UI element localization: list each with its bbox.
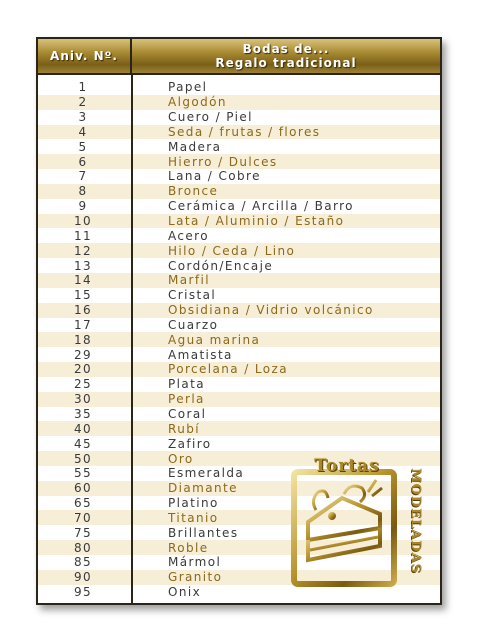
traditional-gift: Madera xyxy=(168,139,222,154)
table-row xyxy=(38,407,440,422)
traditional-gift: Granito xyxy=(168,570,223,585)
traditional-gift: Cerámica / Arcilla / Barro xyxy=(168,199,354,214)
table-row xyxy=(38,377,440,392)
traditional-gift: Platino xyxy=(168,496,219,511)
anniversary-number: 35 xyxy=(73,406,93,421)
table-row xyxy=(38,436,440,451)
table-row xyxy=(38,80,440,95)
traditional-gift: Agua marina xyxy=(168,332,261,347)
anniversary-number: 13 xyxy=(73,258,93,273)
header-gift-line2: Regalo tradicional xyxy=(215,56,357,70)
anniversary-number: 29 xyxy=(73,347,93,362)
traditional-gift: Mármol xyxy=(168,555,222,570)
table-row xyxy=(38,392,440,407)
table-row xyxy=(38,303,440,318)
cake-slice-icon xyxy=(308,480,382,560)
traditional-gift: Cuarzo xyxy=(168,317,219,332)
table-row xyxy=(38,318,440,333)
anniversary-number: 95 xyxy=(73,585,93,600)
logo-text-top: Tortas xyxy=(314,456,380,476)
traditional-gift: Lana / Cobre xyxy=(168,169,261,184)
traditional-gift: Hierro / Dulces xyxy=(168,154,278,169)
traditional-gift: Marfil xyxy=(168,273,210,288)
anniversary-number: 16 xyxy=(73,303,93,318)
table-row xyxy=(38,154,440,169)
anniversary-number: 70 xyxy=(73,510,93,525)
anniversary-number: 6 xyxy=(78,154,88,169)
anniversary-number: 2 xyxy=(78,95,88,110)
table-row xyxy=(38,139,440,154)
anniversary-number: 7 xyxy=(78,169,88,184)
anniversary-number: 18 xyxy=(73,332,93,347)
traditional-gift: Hilo / Ceda / Lino xyxy=(168,243,296,258)
traditional-gift: Titanio xyxy=(168,510,219,525)
anniversary-number: 55 xyxy=(73,466,93,481)
anniversary-number: 90 xyxy=(73,570,93,585)
table-row xyxy=(38,273,440,288)
column-divider xyxy=(131,73,133,605)
table-row xyxy=(38,243,440,258)
traditional-gift: Plata xyxy=(168,377,205,392)
traditional-gift: Cristal xyxy=(168,288,217,303)
traditional-gift: Acero xyxy=(168,228,209,243)
traditional-gift: Cuero / Piel xyxy=(168,110,253,125)
traditional-gift: Roble xyxy=(168,540,209,555)
anniversary-number: 65 xyxy=(73,496,93,511)
table-row xyxy=(38,288,440,303)
anniversary-number: 17 xyxy=(73,317,93,332)
traditional-gift: Perla xyxy=(168,392,205,407)
traditional-gift: Amatista xyxy=(168,347,233,362)
header-gift-line1: Bodas de... xyxy=(242,42,330,56)
anniversary-table xyxy=(36,37,442,605)
anniversary-number: 75 xyxy=(73,525,93,540)
anniversary-number: 1 xyxy=(78,80,88,95)
table-row xyxy=(38,228,440,243)
traditional-gift: Algodón xyxy=(168,95,227,110)
header-gift xyxy=(132,39,440,73)
anniversary-number: 80 xyxy=(73,540,93,555)
anniversary-number: 30 xyxy=(73,392,93,407)
table-header xyxy=(38,39,440,75)
anniversary-number: 45 xyxy=(73,436,93,451)
anniversary-number: 50 xyxy=(73,451,93,466)
traditional-gift: Porcelana / Loza xyxy=(168,362,288,377)
anniversary-number: 5 xyxy=(78,139,88,154)
anniversary-number: 25 xyxy=(73,377,93,392)
anniversary-number: 10 xyxy=(73,214,93,229)
traditional-gift: Lata / Aluminio / Estaño xyxy=(168,214,345,229)
traditional-gift: Coral xyxy=(168,406,207,421)
table-row xyxy=(38,110,440,125)
anniversary-number: 15 xyxy=(73,288,93,303)
table-row xyxy=(38,421,440,436)
anniversary-number: 14 xyxy=(73,273,93,288)
traditional-gift: Rubí xyxy=(168,421,200,436)
table-row xyxy=(38,362,440,377)
traditional-gift: Papel xyxy=(168,80,208,95)
table-row xyxy=(38,214,440,229)
header-anniversary-number: Aniv. Nº. xyxy=(38,39,132,73)
table-row xyxy=(38,258,440,273)
traditional-gift: Onix xyxy=(168,585,202,600)
table-row xyxy=(38,332,440,347)
table-row xyxy=(38,95,440,110)
table-row xyxy=(38,199,440,214)
traditional-gift: Diamante xyxy=(168,481,238,496)
anniversary-number: 40 xyxy=(73,421,93,436)
traditional-gift: Cordón/Encaje xyxy=(168,258,274,273)
table-row xyxy=(38,169,440,184)
traditional-gift: Esmeralda xyxy=(168,466,245,481)
logo-text-side: MODELADAS xyxy=(408,468,423,574)
traditional-gift: Bronce xyxy=(168,184,219,199)
traditional-gift: Zafiro xyxy=(168,436,212,451)
traditional-gift: Obsidiana / Vidrio volcánico xyxy=(168,303,374,318)
traditional-gift: Oro xyxy=(168,451,194,466)
anniversary-number: 4 xyxy=(78,124,88,139)
traditional-gift: Brillantes xyxy=(168,525,239,540)
anniversary-number: 3 xyxy=(78,110,88,125)
anniversary-number: 12 xyxy=(73,243,93,258)
table-row xyxy=(38,347,440,362)
table-row xyxy=(38,125,440,140)
anniversary-number: 20 xyxy=(73,362,93,377)
table-row xyxy=(38,184,440,199)
traditional-gift: Seda / frutas / flores xyxy=(168,124,321,139)
anniversary-number: 8 xyxy=(78,184,88,199)
anniversary-number: 11 xyxy=(73,228,93,243)
anniversary-number: 85 xyxy=(73,555,93,570)
anniversary-number: 9 xyxy=(78,199,88,214)
anniversary-number: 60 xyxy=(73,481,93,496)
